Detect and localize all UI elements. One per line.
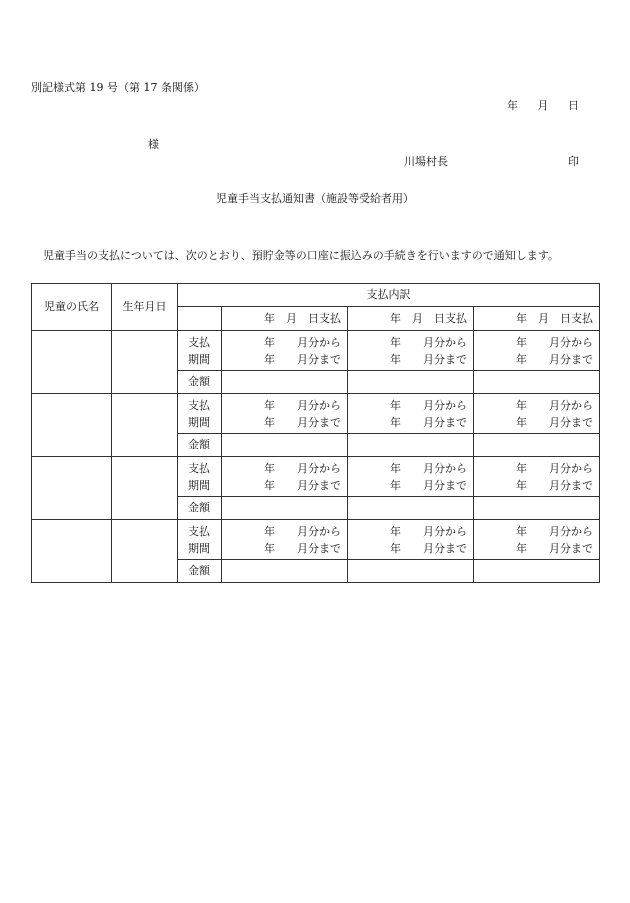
period-cell-2[interactable]	[348, 520, 474, 560]
amount-label: 金額	[178, 434, 222, 457]
period-from: 年 月分から	[390, 524, 467, 538]
amount-cell-1[interactable]	[222, 560, 348, 583]
period-cell-3[interactable]	[474, 520, 600, 560]
period-from: 年 月分から	[264, 524, 341, 538]
period-from: 年 月分から	[516, 524, 593, 538]
header-child-name: 児童の氏名	[32, 284, 112, 331]
period-cell-3[interactable]	[474, 331, 600, 371]
period-cell-2[interactable]	[348, 394, 474, 434]
period-label-line2: 期間	[188, 415, 210, 429]
period-label-line2: 期間	[188, 478, 210, 492]
amount-label: 金額	[178, 560, 222, 583]
period-cell-3[interactable]	[474, 394, 600, 434]
period-label-line2: 期間	[188, 352, 210, 366]
payment-date-header-2: 年 月 日支払	[348, 307, 474, 331]
period-from: 年 月分から	[516, 461, 593, 475]
birth-date-cell[interactable]	[112, 331, 178, 394]
period-from: 年 月分から	[390, 335, 467, 349]
payment-table	[31, 283, 600, 583]
amount-cell-1[interactable]	[222, 371, 348, 394]
birth-date-cell[interactable]	[112, 457, 178, 520]
amount-cell-2[interactable]	[348, 560, 474, 583]
table-row	[32, 331, 600, 371]
period-label-line1: 支払	[188, 524, 210, 538]
period-to: 年 月分まで	[390, 352, 467, 366]
period-from: 年 月分から	[264, 398, 341, 412]
period-to: 年 月分まで	[516, 415, 593, 429]
child-name-cell[interactable]	[32, 394, 112, 457]
period-to: 年 月分まで	[264, 415, 341, 429]
period-to: 年 月分まで	[516, 352, 593, 366]
period-cell-1[interactable]	[222, 520, 348, 560]
period-from: 年 月分から	[390, 398, 467, 412]
period-label	[178, 457, 222, 497]
form-label: 別記様式第 19 号（第 17 条関係）	[31, 81, 205, 94]
amount-cell-2[interactable]	[348, 434, 474, 457]
amount-label: 金額	[178, 371, 222, 394]
document-title: 児童手当支払通知書（施設等受給者用）	[216, 192, 414, 205]
period-to: 年 月分まで	[264, 541, 341, 555]
amount-cell-3[interactable]	[474, 371, 600, 394]
period-to: 年 月分まで	[264, 352, 341, 366]
period-cell-2[interactable]	[348, 331, 474, 371]
amount-cell-3[interactable]	[474, 497, 600, 520]
body-text: 児童手当の支払については、次のとおり、預貯金等の口座に振込みの手続きを行いますので通知します。	[43, 249, 559, 262]
amount-cell-1[interactable]	[222, 497, 348, 520]
table-row	[32, 394, 600, 434]
header-blank-cell	[178, 307, 222, 331]
amount-cell-3[interactable]	[474, 560, 600, 583]
period-label-line2: 期間	[188, 541, 210, 555]
amount-cell-2[interactable]	[348, 497, 474, 520]
child-name-cell[interactable]	[32, 520, 112, 583]
payment-date-header-3: 年 月 日支払	[474, 307, 600, 331]
child-name-cell[interactable]	[32, 331, 112, 394]
period-cell-3[interactable]	[474, 457, 600, 497]
period-to: 年 月分まで	[516, 541, 593, 555]
period-label	[178, 520, 222, 560]
period-cell-1[interactable]	[222, 331, 348, 371]
amount-cell-3[interactable]	[474, 434, 600, 457]
period-cell-2[interactable]	[348, 457, 474, 497]
period-cell-1[interactable]	[222, 394, 348, 434]
birth-date-cell[interactable]	[112, 394, 178, 457]
issue-date-line: 年 月 日	[507, 99, 579, 112]
period-label-line1: 支払	[188, 335, 210, 349]
period-cell-1[interactable]	[222, 457, 348, 497]
amount-cell-1[interactable]	[222, 434, 348, 457]
child-name-cell[interactable]	[32, 457, 112, 520]
period-to: 年 月分まで	[390, 415, 467, 429]
period-to: 年 月分まで	[390, 541, 467, 555]
period-from: 年 月分から	[390, 461, 467, 475]
period-label-line1: 支払	[188, 461, 210, 475]
birth-date-cell[interactable]	[112, 520, 178, 583]
period-from: 年 月分から	[264, 461, 341, 475]
period-label	[178, 331, 222, 371]
period-to: 年 月分まで	[390, 478, 467, 492]
period-label	[178, 394, 222, 434]
header-birth-date: 生年月日	[112, 284, 178, 331]
amount-label: 金額	[178, 497, 222, 520]
table-row	[32, 520, 600, 560]
period-from: 年 月分から	[264, 335, 341, 349]
seal-mark: 印	[568, 155, 579, 168]
period-from: 年 月分から	[516, 398, 593, 412]
period-label-line1: 支払	[188, 398, 210, 412]
addressee-suffix: 様	[148, 138, 159, 151]
table-row	[32, 457, 600, 497]
amount-cell-2[interactable]	[348, 371, 474, 394]
payment-date-header-1: 年 月 日支払	[222, 307, 348, 331]
period-to: 年 月分まで	[264, 478, 341, 492]
header-payment-details: 支払内訳	[178, 284, 600, 307]
period-to: 年 月分まで	[516, 478, 593, 492]
issuer-name: 川場村長	[404, 155, 448, 168]
period-from: 年 月分から	[516, 335, 593, 349]
